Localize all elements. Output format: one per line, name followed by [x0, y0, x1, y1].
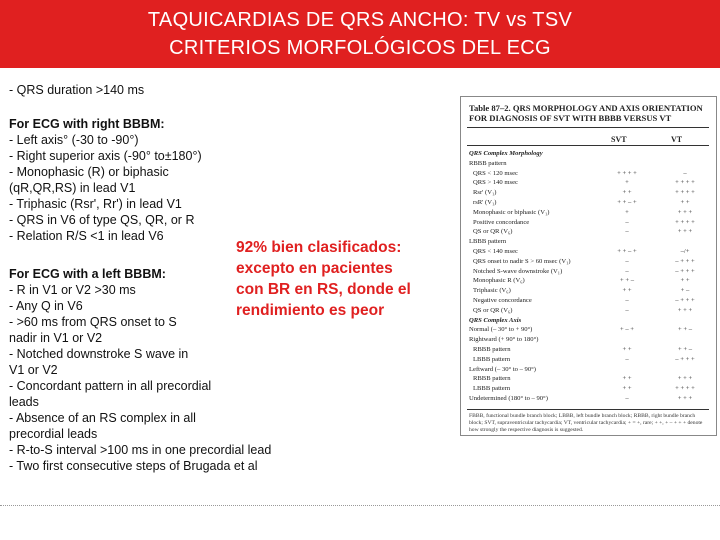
callout-line: 92% bien clasificados: [236, 239, 402, 256]
table-row [469, 159, 709, 168]
vt-cell: + + [680, 277, 690, 285]
criterion-line: - Triphasic (Rsr', Rr') in lead V1 [9, 197, 182, 211]
row-label: LBBB pattern [469, 238, 507, 246]
vt-cell: + – [680, 287, 690, 295]
svt-cell: – [625, 297, 629, 304]
vt-cell: + + + + [675, 179, 695, 187]
criterion-line: - R-to-S interval >100 ms in one precordial lead [9, 443, 272, 457]
svt-cell: + + [622, 385, 632, 393]
table-row [469, 149, 709, 158]
row-label: RBBB pattern [473, 375, 511, 383]
row-label: QRS < 140 msec [473, 248, 518, 255]
row-label: Triphasic (V₆) [473, 287, 511, 295]
accuracy-callout [236, 237, 456, 321]
row-label: Rsr' (V₁) [473, 189, 497, 197]
table-row [469, 306, 709, 315]
table-row [469, 257, 709, 266]
svt-cell: + [625, 179, 629, 187]
column-header-svt: SVT [611, 135, 627, 144]
table-row [469, 345, 709, 354]
table-row [469, 286, 709, 295]
table-rule [467, 409, 709, 410]
table-row [469, 267, 709, 276]
table-row [469, 296, 709, 305]
row-label: QRS Complex Axis [469, 316, 522, 324]
footer-divider [0, 505, 720, 506]
svt-cell: + + – + [617, 248, 637, 255]
criterion-line: - R in V1 or V2 >30 ms [9, 283, 136, 297]
criterion-line: V1 or V2 [9, 363, 58, 377]
table-row [469, 178, 709, 187]
morphology-table [460, 96, 717, 436]
row-label: Normal (– 30° to + 90°) [469, 326, 533, 334]
table-row [469, 169, 709, 178]
svt-cell: + + – [619, 277, 635, 285]
criterion-line: - Absence of an RS complex in all [9, 411, 196, 425]
vt-cell: –/+ [680, 248, 690, 255]
svt-cell: + + [622, 189, 632, 197]
svt-cell: – [625, 395, 629, 402]
table-row [469, 365, 709, 374]
table-row [469, 394, 709, 403]
table-row [469, 276, 709, 285]
table-row [469, 374, 709, 383]
title-banner [0, 0, 720, 68]
svt-cell: – [625, 306, 629, 314]
vt-cell: + + – [677, 326, 693, 334]
criterion-line: - QRS duration >140 ms [9, 83, 145, 97]
vt-cell: – + + + [675, 257, 695, 265]
slide-title-line-2: CRITERIOS MORFOLÓGICOS DEL ECG [169, 37, 551, 59]
row-label: LBBB pattern [473, 385, 511, 393]
svt-cell: + + [622, 287, 632, 295]
table-row [469, 188, 709, 197]
svt-cell: – [625, 355, 629, 363]
row-label: QRS Complex Morphology [469, 150, 543, 157]
section-heading: For ECG with a left BBBM: [9, 267, 166, 281]
row-label: QRS onset to nadir S > 60 msec (V₁) [473, 257, 571, 265]
row-label: Monophasic R (V₆) [473, 277, 525, 285]
vt-cell: + + + [677, 375, 693, 383]
table-row [469, 227, 709, 236]
criterion-line: - Right superior axis (-90° to±180°) [9, 149, 202, 163]
table-row [469, 247, 709, 256]
section-heading: For ECG with right BBBM: [9, 117, 165, 131]
criterion-line: - Relation R/S <1 in lead V6 [9, 229, 164, 243]
criterion-line: - Any Q in V6 [9, 299, 83, 313]
criterion-line: - >60 ms from QRS onset to S [9, 315, 177, 329]
vt-cell: + + + + [675, 218, 695, 226]
row-label: QS or QR (V₆) [473, 306, 513, 314]
svt-cell: – [625, 218, 629, 226]
row-label: QRS > 140 msec [473, 179, 518, 187]
vt-cell: + + [680, 199, 690, 206]
criterion-line: - QRS in V6 of type QS, QR, or R [9, 213, 195, 227]
table-rule [467, 145, 709, 146]
svt-cell: + – + [619, 326, 635, 334]
criterion-line: - Left axis° (-30 to -90°) [9, 133, 139, 147]
table-row [469, 325, 709, 334]
criterion-line: (qR,QR,RS) in lead V1 [9, 181, 136, 195]
svt-cell: – [625, 267, 629, 275]
row-label: rsR' (V₁) [473, 199, 497, 206]
table-row [469, 355, 709, 364]
table-footnote: FBBB, functional bundle branch block; LBBB, left bundle branch block; RBBB, right bundle branch block; SVT, supraventricular tachycardia; VT, ventricular tachycardia; + = +, rare; + +, + – + + + denote how strongly the respective diagnosis is suggested. [469, 413, 703, 433]
row-label: LBBB pattern [473, 355, 511, 363]
svt-cell: + [625, 208, 629, 216]
table-row [469, 198, 709, 207]
table-row [469, 384, 709, 393]
vt-cell: – + + + [675, 267, 695, 275]
row-label: RBBB pattern [473, 346, 511, 353]
vt-cell: + + + [677, 208, 693, 216]
svt-cell: – [625, 228, 629, 236]
criterion-line: nadir in V1 or V2 [9, 331, 103, 345]
criterion-line: - Two first consecutive steps of Brugada et al [9, 459, 258, 473]
criterion-line: - Concordant pattern in all precordial [9, 379, 212, 393]
table-row [469, 335, 709, 344]
svt-cell: – [625, 257, 629, 265]
row-label: RBBB pattern [469, 159, 507, 167]
slide-title-line-1: TAQUICARDIAS DE QRS ANCHO: TV vs TSV [147, 9, 573, 31]
vt-cell: + + + [677, 228, 693, 236]
vt-cell: + + + [677, 395, 693, 402]
criterion-line: - Notched downstroke S wave in [9, 347, 189, 361]
row-label: Rightward (+ 90° to 180°) [469, 336, 539, 344]
criterion-line: leads [9, 395, 39, 409]
svt-cell: + + + + [617, 169, 637, 177]
row-label: Negative concordance [473, 297, 532, 304]
table-rule [467, 127, 709, 128]
criterion-line: precordial leads [9, 427, 98, 441]
row-label: Notched S-wave downstroke (V₁) [473, 267, 563, 275]
criterion-line: - Monophasic (R) or biphasic [9, 165, 169, 179]
table-title-line-2: FOR DIAGNOSIS OF SVT WITH BBBB VERSUS VT [469, 113, 672, 123]
callout-line: rendimiento es peor [236, 302, 385, 319]
row-label: QRS < 120 msec [473, 169, 518, 177]
row-label: QS or QR (V₆) [473, 228, 513, 236]
vt-cell: + + – [677, 346, 693, 353]
table-row [469, 208, 709, 217]
svt-cell: + + – + [617, 199, 637, 206]
row-label: Positive concordance [473, 218, 530, 226]
table-title-line-1: Table 87–2. QRS MORPHOLOGY AND AXIS ORIENTATION [469, 103, 703, 113]
table-row [469, 237, 709, 246]
row-label: Monophasic or biphasic (V₁) [473, 208, 550, 216]
callout-line: con BR en RS, donde el [236, 281, 411, 298]
row-label: Undetermined (180° to – 90°) [469, 395, 548, 402]
vt-cell: + + + + [675, 385, 695, 393]
vt-cell: + + + + [675, 189, 695, 197]
table-row [469, 316, 709, 325]
vt-cell: – + + + [675, 297, 695, 304]
row-label: Leftward (– 30° to – 90°) [469, 365, 536, 373]
svt-cell: + + [622, 375, 632, 383]
column-header-vt: VT [671, 135, 683, 144]
svt-cell: + + [622, 346, 632, 353]
vt-cell: – + + + [675, 355, 695, 363]
table-row [469, 218, 709, 227]
vt-cell: – [683, 169, 687, 177]
vt-cell: + + + [677, 306, 693, 314]
callout-line: excepto en pacientes [236, 260, 393, 277]
